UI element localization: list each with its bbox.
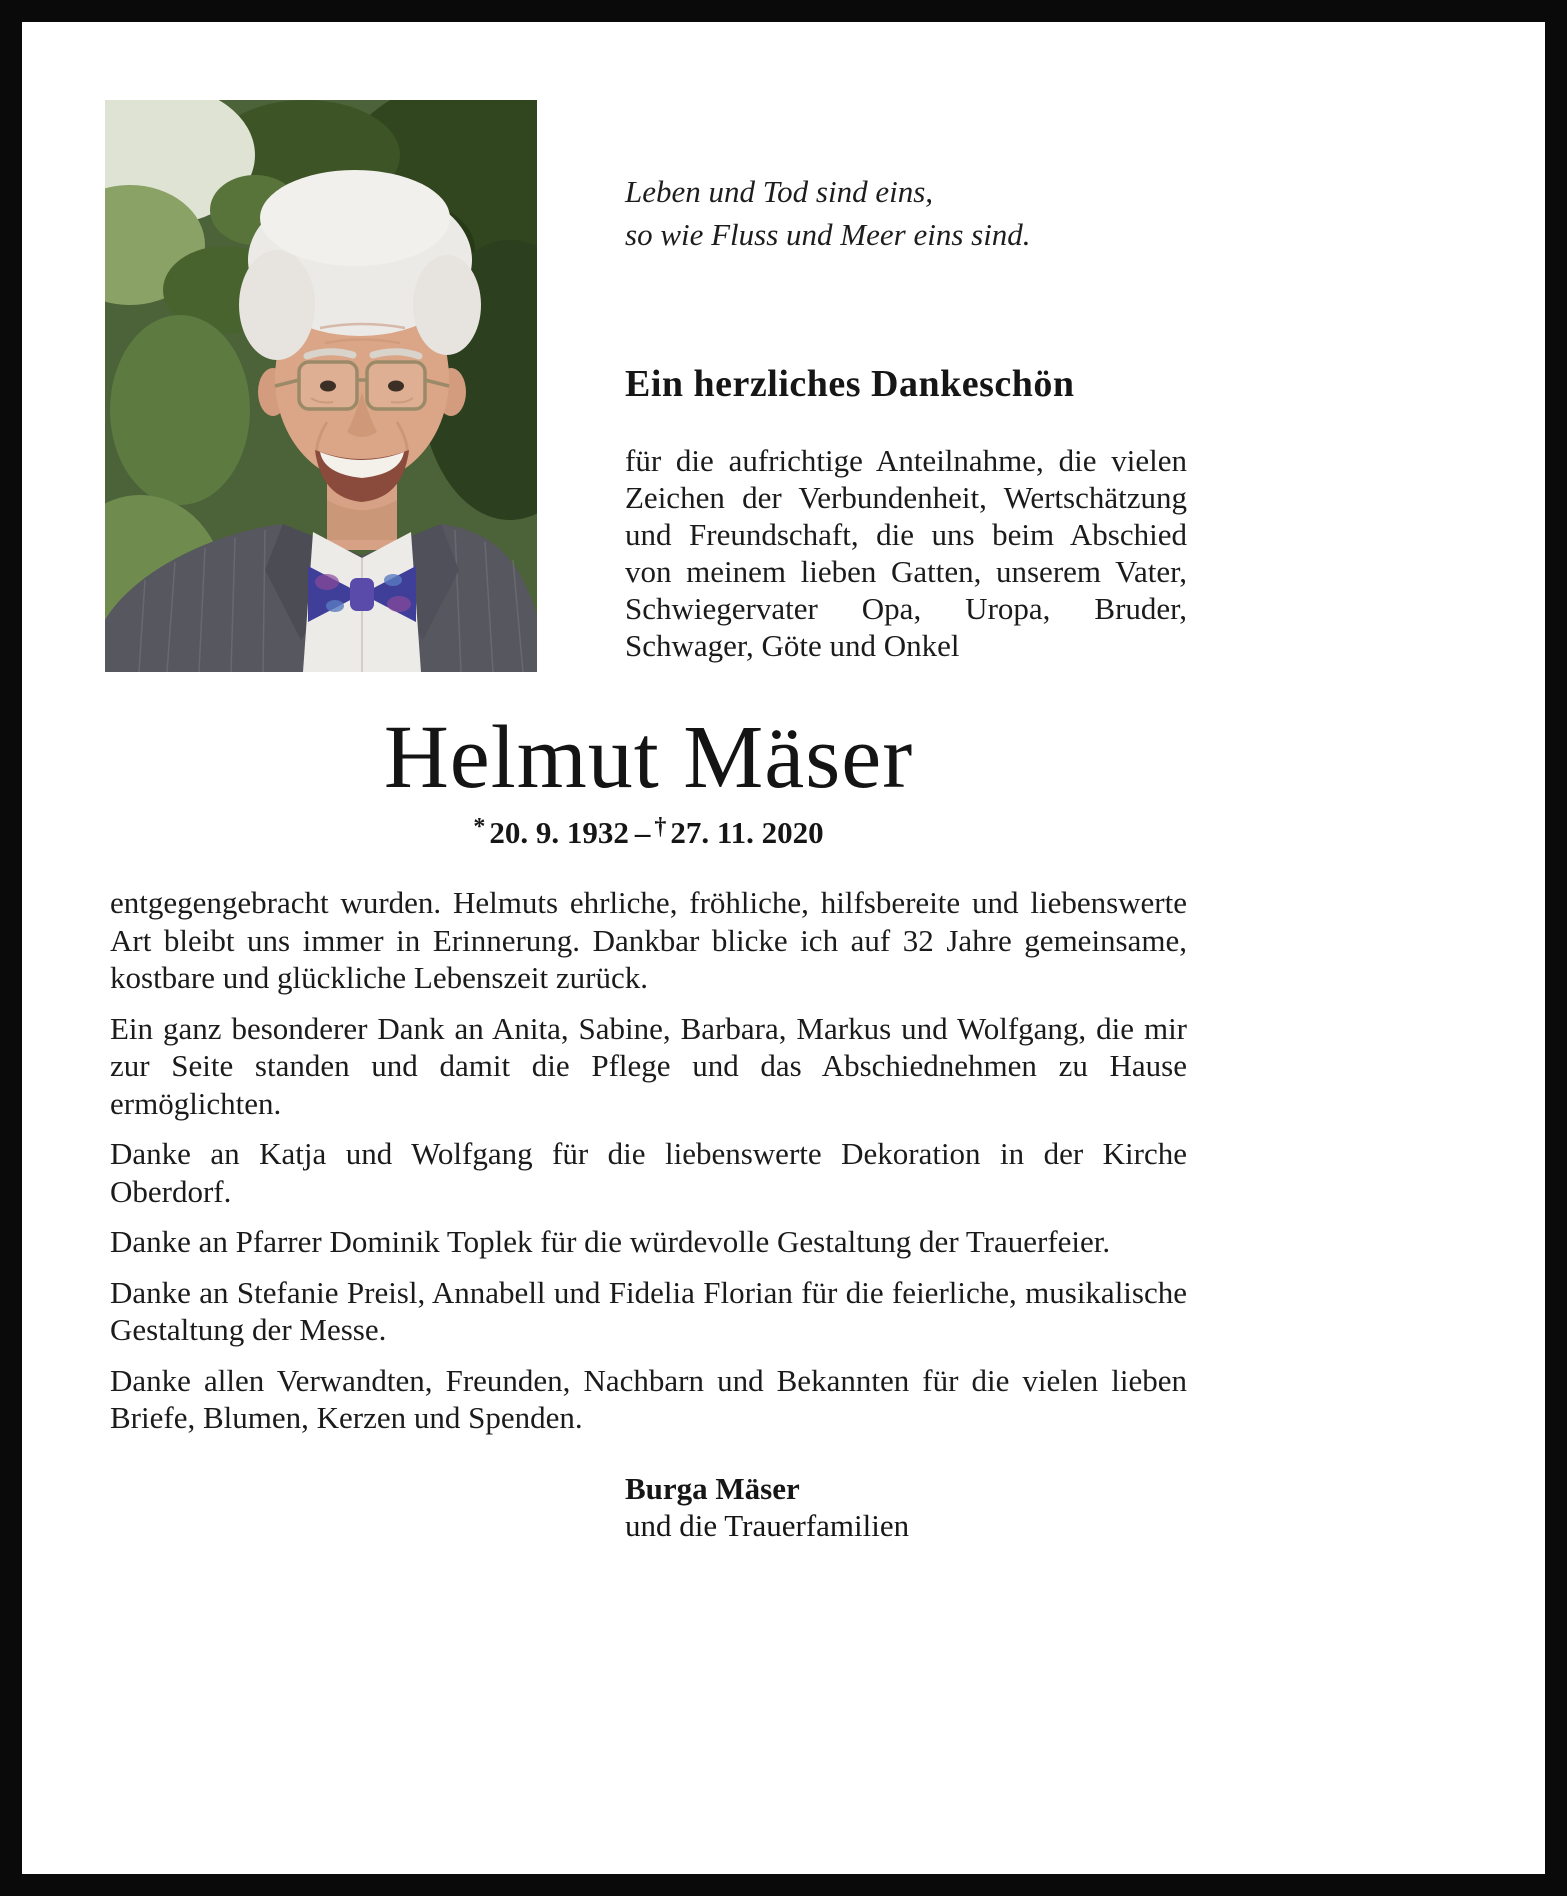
- body-paragraph-6: Danke allen Verwandten, Freunden, Nachbarn und Bekannten für die vielen lieben Briefe, Blumen, Kerzen und Spenden.: [110, 1362, 1187, 1435]
- body-paragraph-3: Danke an Katja und Wolfgang für die liebenswerte Dekoration in der Kirche Oberdorf.: [110, 1136, 1187, 1209]
- birth-date: 20. 9. 1932: [489, 815, 629, 850]
- deceased-name: Helmut Mäser: [383, 708, 914, 807]
- quote-line-2: so wie Fluss und Meer eins sind.: [625, 217, 1031, 252]
- death-date: 27. 11. 2020: [670, 815, 824, 850]
- card-paper: [22, 22, 1545, 1874]
- body-paragraph-2: Ein ganz besonderer Dank an Anita, Sabine, Barbara, Markus und Wolfgang, die mir zur Seite standen und damit die Pflege und das Abschiednehmen zu Hause ermöglichten.: [110, 1010, 1187, 1121]
- memorial-quote: [625, 170, 1215, 256]
- body-paragraph-4: Danke an Pfarrer Dominik Toplek für die würdevolle Gestaltung der Trauerfeier.: [110, 1224, 1111, 1259]
- portrait-photo: [105, 100, 537, 672]
- date-separator: –: [634, 815, 651, 850]
- thanks-heading: Ein herzliches Dankeschön: [625, 363, 1075, 405]
- death-symbol: †: [654, 814, 667, 840]
- signature-name: Burga Mäser: [625, 1471, 800, 1506]
- signature-subline: und die Trauerfamilien: [625, 1508, 910, 1543]
- body-paragraph-5: Danke an Stefanie Preisl, Annabell und Fidelia Florian für die feierliche, musikalische Gestaltung der Messe.: [110, 1274, 1187, 1347]
- birth-symbol: *: [473, 814, 486, 840]
- body-paragraph-1: entgegengebracht wurden. Helmuts ehrliche, fröhliche, hilfsbereite und liebenswerte Art bleibt uns immer in Erinnerung. Dankbar blicke ich auf 32 Jahre gemeinsame, kostbare und glückliche Lebenszeit zurück.: [110, 885, 1187, 995]
- portrait-photo-illustration: [105, 100, 537, 672]
- thanks-body: [110, 884, 1187, 1450]
- quote-line-1: Leben und Tod sind eins,: [625, 174, 934, 209]
- life-dates: [110, 814, 1187, 851]
- signature-block: [625, 1470, 909, 1544]
- intro-paragraph: für die aufrichtige Anteilnahme, die vielen Zeichen der Verbundenheit, Wertschätzung und Freundschaft, die uns beim Abschied von meinem lieben Gatten, unserem Vater, Schwiegervater Opa, Uropa, Bruder, Schwager, Göte und Onkel: [625, 443, 1187, 663]
